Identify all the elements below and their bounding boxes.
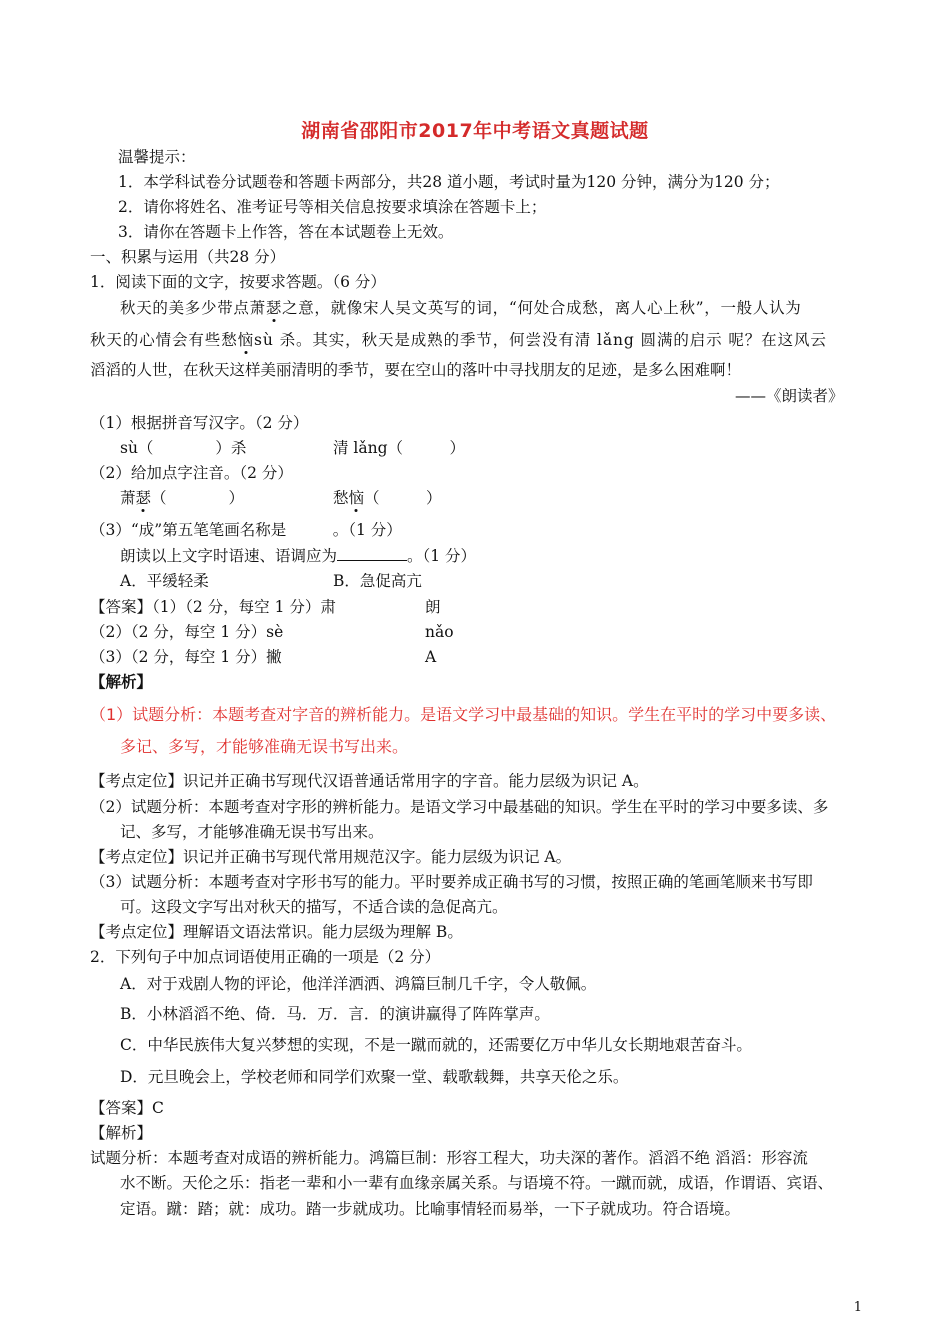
q2-option-d: D．元旦晚会上，学校老师和同学们欢聚一堂、载歌载舞，共享天伦之乐。 [120, 1068, 629, 1086]
answer-line-2: （2）（2 分，每空 1 分）sè [90, 623, 284, 641]
dotted-char: 瑟 [265, 299, 283, 317]
analysis-3-line-1: （3）试题分析：本题考查对字形书写的能力。平时要养成正确书写的习惯，按照正确的笔画笔顺来书写即 [90, 873, 813, 891]
q2-explain-2: 水不断。天伦之乐：指老一辈和小一辈有血缘亲属关系。与语境不符。一蹴而就，成语，作谓语、宾语、 [120, 1174, 834, 1192]
analysis-2-line-2: 记、多写，才能够准确无误书写出来。 [120, 823, 384, 841]
passage-line-2: 秋天的心情会有些愁恼sù 杀。其实，秋天是成熟的季节，何尝没有清 lǎng 圆满的启示 呢？在这风云 [90, 331, 827, 349]
answer-line-1-right: 朗 [425, 598, 441, 616]
page-title: 湖南省邵阳市2017年中考语文真题试题 [301, 120, 649, 142]
notice-item-2: 2．请你将姓名、准考证号等相关信息按要求填涂在答题卡上； [118, 198, 547, 216]
kaodian-1: 【考点定位】识记并正确书写现代汉语普通话常用字的字音。能力层级为识记 A。 [90, 772, 649, 790]
q2-analysis-heading: 【解析】 [90, 1124, 153, 1142]
q1-part1-b: 清 lǎng（ ） [333, 439, 466, 457]
kaodian-3: 【考点定位】理解语文语法常识。能力层级为理解 B。 [90, 923, 463, 941]
passage-source: ——《朗读者》 [735, 387, 844, 405]
q1-part3-b: 朗读以上文字时语速、语调应为 。（1 分） [120, 547, 477, 565]
analysis-2-line-1: （2）试题分析：本题考查对字形的辨析能力。是语文学习中最基础的知识。学生在平时的学习中要多读、多 [90, 798, 829, 816]
option-a: A．平缓轻柔 [120, 572, 209, 590]
option-b: B．急促高亢 [333, 572, 422, 590]
dotted-char: 恼 [237, 331, 255, 349]
q1-part1-a: sù（ ）杀 [120, 439, 247, 457]
analysis-red-line-1: （1）试题分析：本题考查对字音的辨析能力。是语文学习中最基础的知识。学生在平时的学习中要多读、 [90, 705, 837, 724]
q1-part2-a: 萧瑟（ ） [120, 489, 245, 507]
dotted-char: 瑟 [135, 489, 152, 507]
dotted-char: 恼 [348, 489, 365, 507]
passage-line-3: 滔滔的人世，在秋天这样美丽清明的季节，要在空山的落叶中寻找朋友的足迹，是多么困难啊！ [90, 361, 742, 379]
q2-option-c: C．中华民族伟大复兴梦想的实现，不是一蹴而就的，还需要亿万中华儿女长期地艰苦奋斗。 [120, 1036, 752, 1054]
kaodian-2: 【考点定位】识记并正确书写现代常用规范汉字。能力层级为识记 A。 [90, 848, 572, 866]
notice-item-3: 3．请你在答题卡上作答，答在本试题卷上无效。 [118, 223, 454, 241]
notice-item-1: 1．本学科试卷分试题卷和答题卡两部分，共28 道小题，考试时量为120 分钟，满分为120 分； [118, 173, 780, 191]
passage-line-1: 秋天的美多少带点萧瑟之意，就像宋人吴文英写的词，“何处合成愁，离人心上秋”，一般人认为 [120, 299, 802, 317]
q2-answer: 【答案】C [90, 1099, 164, 1117]
q1-part3: （3）“成”第五笔笔画名称是 。（1 分） [90, 521, 402, 539]
analysis-red-line-2: 多记、多写，才能够准确无误书写出来。 [120, 737, 409, 756]
answer-line-3: （3）（2 分，每空 1 分）撇 [90, 648, 282, 666]
q1-stem: 1．阅读下面的文字，按要求答题。（6 分） [90, 273, 386, 291]
q2-explain-1: 试题分析：本题考查对成语的辨析能力。鸿篇巨制：形容工程大，功夫深的著作。滔滔不绝 滔滔：形容流 [90, 1149, 808, 1167]
answer-line-2-right: nǎo [425, 623, 454, 641]
notice-heading: 温馨提示： [118, 148, 196, 166]
answer-line-3-right: A [425, 648, 437, 666]
q2-option-a: A．对于戏剧人物的评论，他洋洋洒洒、鸿篇巨制几千字，令人敬佩。 [120, 975, 597, 993]
analysis-3-line-2: 可。这段文字写出对秋天的描写，不适合读的急促高亢。 [120, 898, 508, 916]
q1-part2-b: 愁恼（ ） [333, 489, 442, 507]
q2-option-b: B．小林滔滔不绝、倚．马．万．言．的演讲赢得了阵阵掌声。 [120, 1005, 550, 1023]
answer-line-1: 【答案】（1）（2 分，每空 1 分）肃 [90, 598, 336, 616]
q2-stem: 2．下列句子中加点词语使用正确的一项是（2 分） [90, 948, 441, 966]
q1-part1: （1）根据拼音写汉字。（2 分） [90, 414, 309, 432]
section-heading: 一、积累与运用（共28 分） [90, 248, 286, 266]
page-number: 1 [853, 1300, 862, 1315]
q1-part2: （2）给加点字注音。（2 分） [90, 464, 293, 482]
analysis-heading: 【解析】 [90, 672, 153, 691]
answer-blank [337, 546, 407, 561]
q2-explain-3: 定语。蹴：踏；就：成功。踏一步就成功。比喻事情轻而易举，一下子就成功。符合语境。 [120, 1200, 741, 1218]
